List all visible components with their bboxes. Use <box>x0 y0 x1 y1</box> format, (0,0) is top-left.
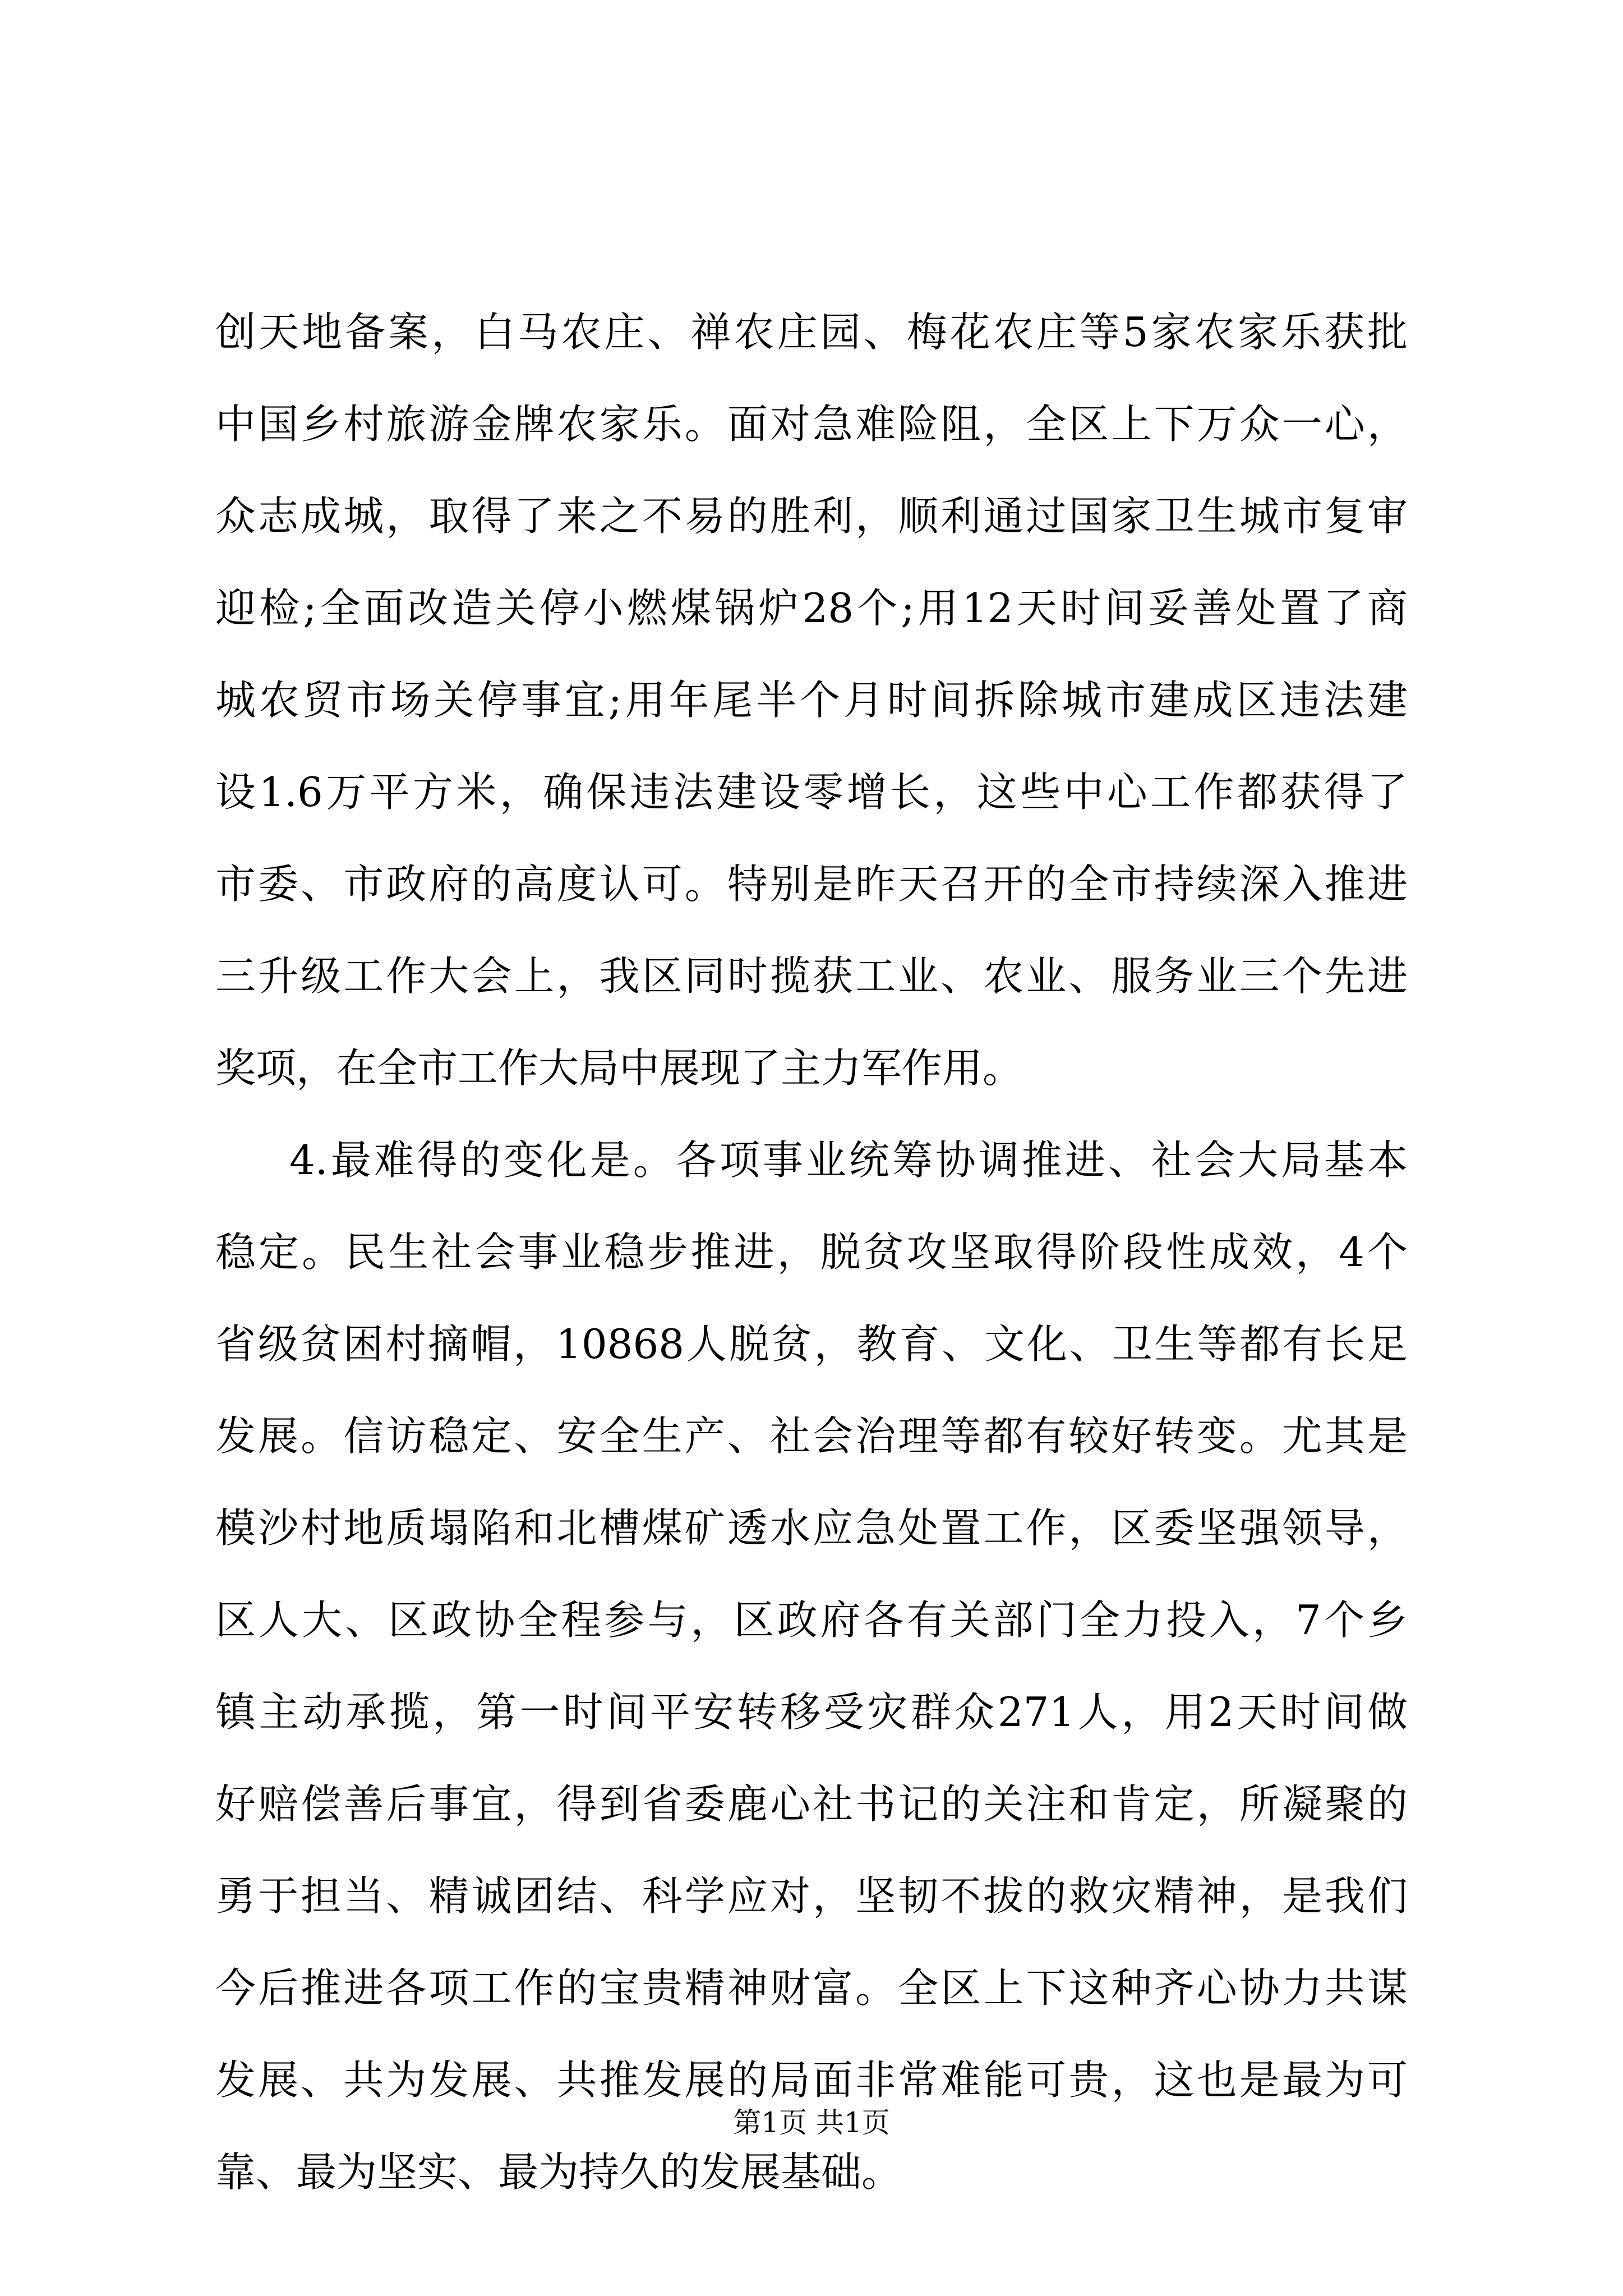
text-line: 设1.6万平方米，确保违法建设零增长，这些中心工作都获得了 <box>215 769 1408 816</box>
text-line: 靠、最为坚实、最为持久的发展基础。 <box>215 2148 902 2196</box>
text-line: 市委、市政府的高度认可。特别是昨天召开的全市持续深入推进 <box>215 861 1408 908</box>
text-line: 迎检;全面改造关停小燃煤锅炉28个;用12天时间妥善处置了商 <box>215 585 1408 632</box>
text-line: 发展。信访稳定、安全生产、社会治理等都有较好转变。尤其是 <box>215 1412 1408 1460</box>
document-body <box>215 286 1408 2218</box>
page-number-footer: 第1页 共1页 <box>733 2106 890 2139</box>
paragraph-1 <box>215 286 1408 1114</box>
text-line: 镇主动承揽，第一时间平安转移受灾群众271人，用2天时间做 <box>215 1688 1408 1736</box>
paragraph-2 <box>215 1114 1408 2218</box>
text-line: 区人大、区政协全程参与，区政府各有关部门全力投入，7个乡 <box>215 1596 1408 1644</box>
text-line: 勇于担当、精诚团结、科学应对，坚韧不拔的救灾精神，是我们 <box>215 1872 1408 1920</box>
text-line: 奖项，在全市工作大局中展现了主力军作用。 <box>215 1045 1023 1092</box>
text-line: 中国乡村旅游金牌农家乐。面对急难险阻，全区上下万众一心， <box>215 401 1408 448</box>
text-line: 稳定。民生社会事业稳步推进，脱贫攻坚取得阶段性成效，4个 <box>215 1228 1408 1276</box>
text-line: 发展、共为发展、共推发展的局面非常难能可贵，这也是最为可 <box>215 2056 1408 2104</box>
text-line: 省级贫困村摘帽，10868人脱贫，教育、文化、卫生等都有长足 <box>215 1320 1408 1368</box>
text-line: 城农贸市场关停事宜;用年尾半个月时间拆除城市建成区违法建 <box>215 677 1408 724</box>
text-line: 三升级工作大会上，我区同时揽获工业、农业、服务业三个先进 <box>215 953 1408 1000</box>
text-line: 模沙村地质塌陷和北槽煤矿透水应急处置工作，区委坚强领导， <box>215 1504 1408 1552</box>
text-line: 今后推进各项工作的宝贵精神财富。全区上下这种齐心协力共谋 <box>215 1964 1408 2012</box>
text-line: 4.最难得的变化是。各项事业统筹协调推进、社会大局基本 <box>289 1137 1408 1184</box>
text-line: 创天地备案，白马农庄、禅农庄园、梅花农庄等5家农家乐获批 <box>215 309 1408 356</box>
text-line: 众志成城，取得了来之不易的胜利，顺利通过国家卫生城市复审 <box>215 493 1408 540</box>
text-line: 好赔偿善后事宜，得到省委鹿心社书记的关注和肯定，所凝聚的 <box>215 1780 1408 1828</box>
